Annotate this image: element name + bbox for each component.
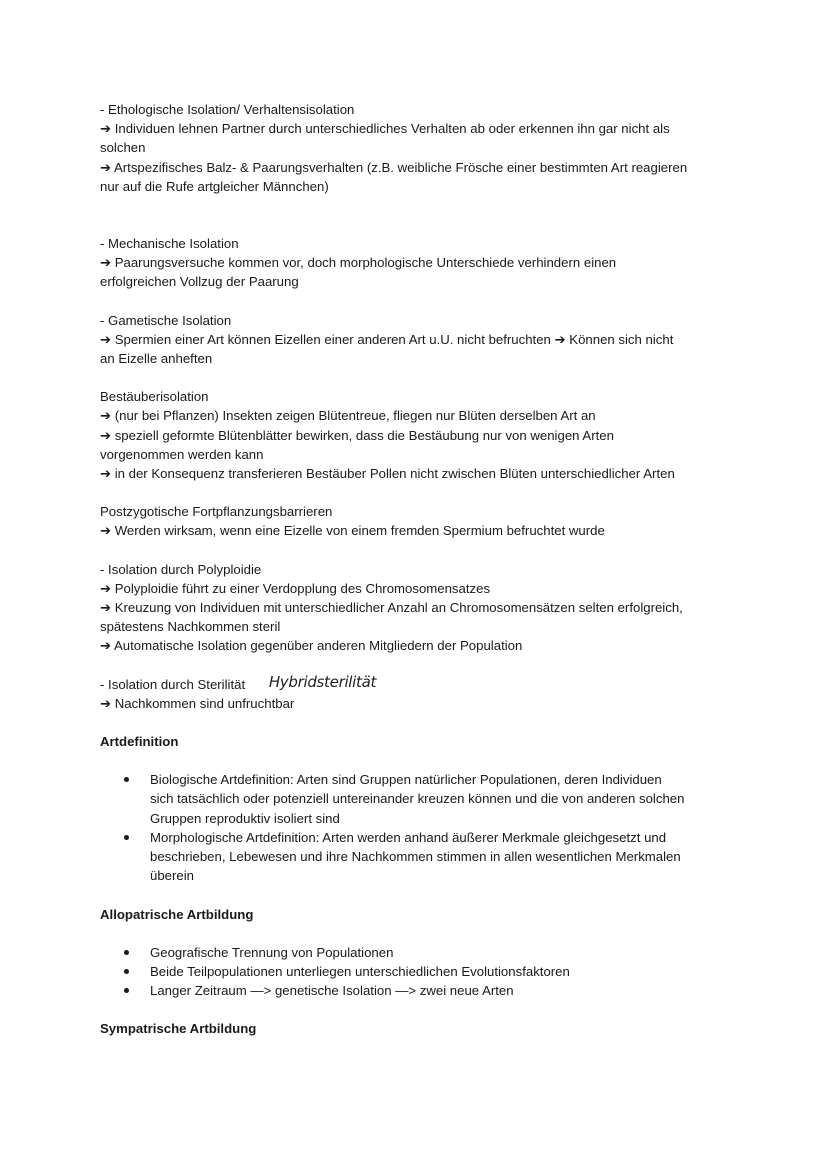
text-line: überein [150, 868, 194, 884]
section-title-sterilitaet: - Isolation durch Sterilität [100, 676, 246, 692]
text-line: nur auf die Rufe artgleicher Männchen) [100, 178, 329, 194]
text-line: Gruppen reproduktiv isoliert sind [150, 810, 340, 826]
heading-sympatrisch: Sympatrische Artbildung [100, 1021, 257, 1037]
spacer [100, 924, 740, 943]
spacer [100, 196, 740, 234]
text-line: Langer Zeitraum —> genetische Isolation —> zwei neue Arten [150, 983, 514, 999]
text-line: sich tatsächlich oder potenziell untereinander kreuzen können und die von anderen solchen [150, 791, 685, 807]
section-title-bestaeuber: Bestäuberisolation [100, 389, 209, 405]
list-item [100, 962, 740, 981]
text-line: ➔ speziell geformte Blütenblätter bewirken, dass die Bestäubung nur von wenigen Arten [100, 427, 614, 443]
spacer [100, 656, 740, 675]
text-line: ➔ Spermien einer Art können Eizellen einer anderen Art u.U. nicht befruchten ➔ Können sich nicht [100, 331, 674, 347]
text-line: vorgenommen werden kann [100, 446, 264, 462]
artdefinition-list [100, 770, 740, 885]
text-line: erfolgreichen Vollzug der Paarung [100, 274, 299, 290]
text-line: ➔ Nachkommen sind unfruchtbar [100, 695, 295, 711]
list-item [100, 943, 740, 962]
section-title-ethologisch: - Ethologische Isolation/ Verhaltensisolation [100, 102, 355, 117]
heading-artdefinition: Artdefinition [100, 734, 179, 750]
text-line: Beide Teilpopulationen unterliegen unterschiedlichen Evolutionsfaktoren [150, 963, 570, 979]
spacer [100, 713, 740, 732]
text-line: ➔ in der Konsequenz transferieren Bestäuber Pollen nicht zwischen Blüten unterschiedlicher Arten [100, 466, 675, 482]
bullet-dot [124, 835, 129, 840]
document-content [100, 100, 740, 1039]
bullet-dot [124, 988, 129, 993]
text-line: spätestens Nachkommen steril [100, 619, 281, 635]
text-line: Morphologische Artdefinition: Arten werden anhand äußerer Merkmale gleichgesetzt und [150, 829, 667, 845]
section-title-polyploidie: - Isolation durch Polyploidie [100, 561, 262, 577]
text-line: ➔ Werden wirksam, wenn eine Eizelle von einem fremden Spermium befruchtet wurde [100, 523, 605, 539]
list-item [100, 770, 740, 828]
section-title-mechanisch: - Mechanische Isolation [100, 236, 239, 252]
allopatrisch-list [100, 943, 740, 1001]
section-title-postzygotisch: Postzygotische Fortpflanzungsbarrieren [100, 504, 333, 520]
bullet-dot [124, 950, 129, 955]
spacer [100, 751, 740, 770]
section-title-sterilitaet-row [100, 672, 740, 694]
text-line: an Eizelle anheften [100, 351, 213, 367]
text-line: ➔ Individuen lehnen Partner durch unterschiedliches Verhalten ab oder erkennen ihn gar nicht als [100, 121, 670, 137]
text-line: Geografische Trennung von Populationen [150, 944, 394, 960]
text-line: ➔ Paarungsversuche kommen vor, doch morphologische Unterschiede verhindern einen [100, 255, 617, 271]
list-item [100, 828, 740, 886]
text-line: ➔ Polyploidie führt zu einer Verdopplung des Chromosomensatzes [100, 580, 491, 596]
text-line: ➔ (nur bei Pflanzen) Insekten zeigen Blütentreue, fliegen nur Blüten derselben Art an [100, 408, 596, 424]
text-line: ➔ Artspezifisches Balz- & Paarungsverhalten (z.B. weibliche Frösche einer bestimmten Art reagieren [100, 159, 688, 175]
spacer [100, 886, 740, 905]
bullet-dot [124, 969, 129, 974]
bullet-dot [124, 777, 129, 782]
text-line: solchen [100, 140, 146, 156]
text-line: beschrieben, Lebewesen und ihre Nachkommen stimmen in allen wesentlichen Merkmalen [150, 849, 681, 865]
spacer [100, 1000, 740, 1019]
spacer [100, 541, 740, 560]
heading-allopatrisch: Allopatrische Artbildung [100, 906, 254, 922]
section-title-gametisch: - Gametische Isolation [100, 312, 232, 328]
spacer [100, 483, 740, 502]
list-item [100, 981, 740, 1000]
text-line: ➔ Kreuzung von Individuen mit unterschiedlicher Anzahl an Chromosomensätzen selten erfolgreich, [100, 600, 683, 616]
text-line: ➔ Automatische Isolation gegenüber anderen Mitgliedern der Population [100, 638, 523, 654]
spacer [100, 368, 740, 387]
spacer [100, 292, 740, 311]
handwritten-note: Hybridsterilität [268, 672, 377, 691]
text-line: Biologische Artdefinition: Arten sind Gruppen natürlicher Populationen, deren Individuen [150, 772, 662, 788]
